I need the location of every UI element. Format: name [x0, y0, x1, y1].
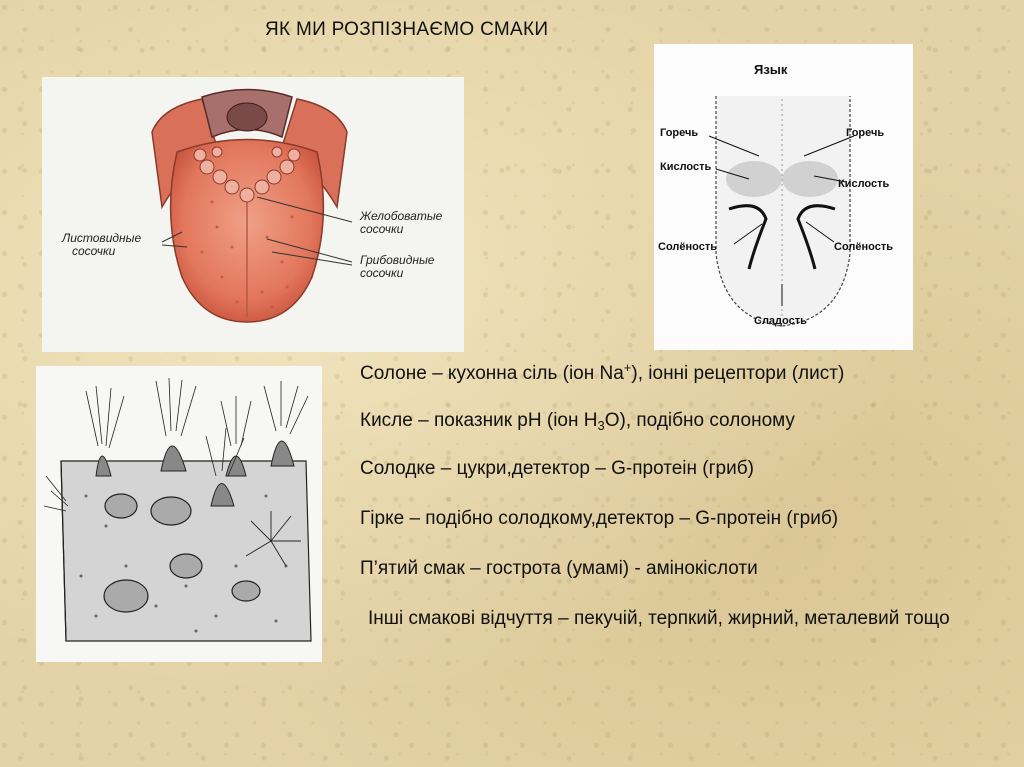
zones-title: Язык — [754, 62, 788, 77]
fact-sour: Кисле – показник pH (іон $H_3O$), подібно солоному — [360, 410, 795, 433]
zone-salty-right: Солёность — [834, 241, 893, 253]
label-vallate-2: сосочки — [360, 222, 404, 236]
fact-salty: Солоне – кухонна сіль (іон Na+), іонні рецептори (лист) — [360, 360, 845, 384]
zone-bitter-left: Горечь — [660, 127, 699, 139]
label-fungiform-2: сосочки — [360, 266, 404, 280]
fact-sweet: Солодке – цукри,детектор – G-протеін (гриб) — [360, 458, 754, 479]
zone-sour-right: Кислость — [838, 178, 890, 190]
zone-bitter-right: Горечь — [846, 127, 885, 139]
taste-zones-diagram — [654, 44, 913, 350]
label-foliate-1: Листовидные — [62, 231, 142, 245]
papillae-cross-section-illustration — [36, 366, 322, 662]
label-fungiform-1: Грибовидные — [360, 253, 435, 267]
label-foliate-2: сосочки — [72, 244, 116, 258]
fact-other-sensations: Інші смакові відчуття – пекучій, терпкий, жирний, металевий тощо — [368, 608, 950, 629]
slide-title: ЯК МИ РОЗПІЗНАЄМО СМАКИ — [265, 19, 549, 40]
zone-salty-left: Солёность — [658, 241, 717, 253]
fact-bitter: Гірке – подібно солодкому,детектор – G-протеін (гриб) — [360, 508, 839, 529]
fact-umami: П’ятий смак – гострота (умамі) - амінокіслоти — [360, 558, 758, 579]
tongue-papillae-illustration — [42, 77, 464, 352]
zone-sweet: Сладость — [754, 315, 807, 327]
label-vallate-1: Желобоватые — [360, 209, 443, 223]
zone-sour-left: Кислость — [660, 161, 712, 173]
